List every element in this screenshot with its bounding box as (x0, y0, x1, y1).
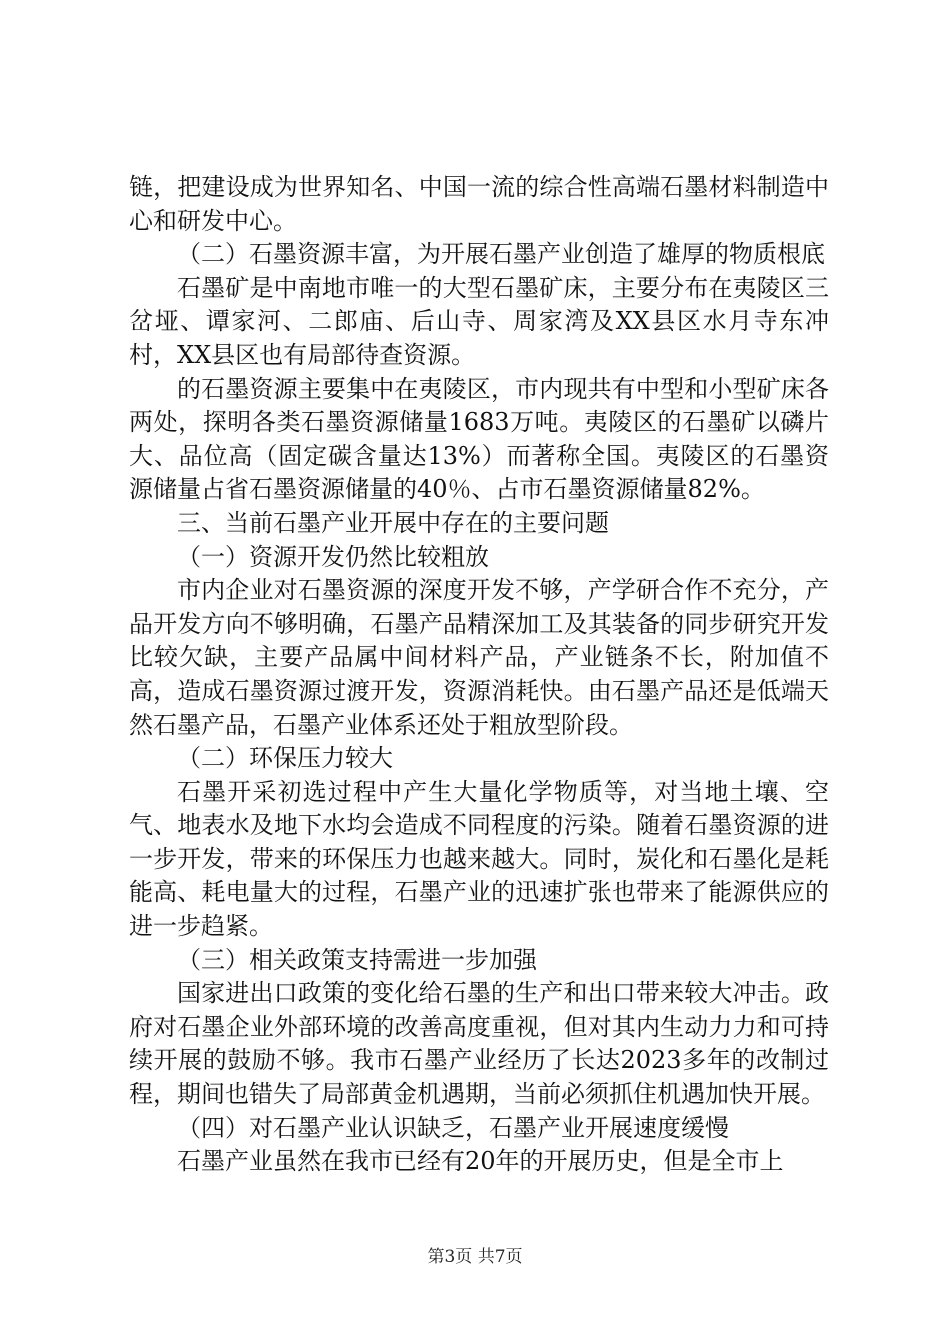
document-body (129, 171, 829, 1179)
subheading-1: （一）资源开发仍然比较粗放 (177, 542, 489, 571)
page-footer (0, 1242, 950, 1267)
paragraph-4: 的石墨资源主要集中在夷陵区，市内现共有中型和小型矿床各两处，探明各类石墨资源储量1683万吨。夷陵区的石墨矿以磷片大、品位高（固定碳含量达13%）而著称全国。夷陵区的石墨资源储量占省石墨资源储量的40％、占市石墨资源储量82%。 (129, 374, 829, 504)
paragraph-1: 链，把建设成为世界知名、中国一流的综合性高端石墨材料制造中心和研发中心。 (129, 173, 829, 235)
page-number: 第3页 共7页 (427, 1247, 523, 1267)
paragraph-9: 石墨开采初选过程中产生大量化学物质等，对当地土壤、空气、地表水及地下水均会造成不同程度的污染。随着石墨资源的进一步开发，带来的环保压力也越来越大。同时，炭化和石墨化是耗能高、耗电量大的过程，石墨产业的迅速扩张也带来了能源供应的进一步趋紧。 (129, 777, 829, 941)
paragraph-11: 国家进出口政策的变化给石墨的生产和出口带来较大冲击。政府对石墨企业外部环境的改善高度重视，但对其内生动力力和可持续开展的鼓励不够。我市石墨产业经历了长达2023多年的改制过程，期间也错失了局部黄金机遇期，当前必须抓住机遇加快开展。 (129, 979, 829, 1109)
subheading-3: （三）相关政策支持需进一步加强 (177, 945, 537, 974)
section-heading-problems: 三、当前石墨产业开展中存在的主要问题 (177, 508, 609, 537)
paragraph-13: 石墨产业虽然在我市已经有20年的开展历史，但是全市上 (177, 1147, 784, 1176)
subheading-4: （四）对石墨产业认识缺乏，石墨产业开展速度缓慢 (177, 1113, 729, 1142)
paragraph-3: 石墨矿是中南地市唯一的大型石墨矿床，主要分布在夷陵区三岔垭、谭家河、二郎庙、后山寺、周家湾及XX县区水月寺东冲村，XX县区也有局部待查资源。 (129, 273, 829, 369)
paragraph-7: 市内企业对石墨资源的深度开发不够，产学研合作不充分，产品开发方向不够明确，石墨产品精深加工及其装备的同步研究开发比较欠缺，主要产品属中间材料产品，产业链条不长，附加值不高，造成石墨资源过渡开发，资源消耗快。由石墨产品还是低端天然石墨产品，石墨产业体系还处于粗放型阶段。 (129, 576, 829, 739)
section-heading-resources: （二）石墨资源丰富，为开展石墨产业创造了雄厚的物质根底 (177, 240, 825, 269)
subheading-2: （二）环保压力较大 (177, 744, 393, 773)
